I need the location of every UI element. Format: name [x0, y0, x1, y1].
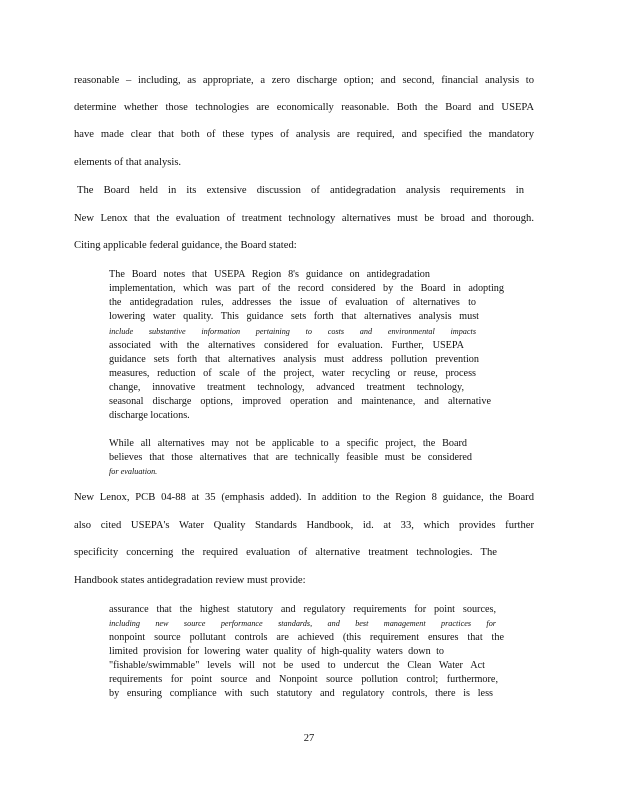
quote-text-line: nonpoint source pollutant controls are achieved (this requirement ensures that the: [109, 632, 504, 643]
body-text-line: also cited USEPA's Water Quality Standards Handbook, id. at 33, which provides further: [74, 520, 534, 531]
body-text-line: specificity concerning the required evaluation of alternative treatment technologies. The: [74, 547, 497, 558]
quote-text-line: limited provision for lowering water quality of high-quality waters down to: [109, 646, 444, 657]
body-text-line: determine whether those technologies are economically reasonable. Both the Board and USEPA: [74, 102, 534, 113]
quote-text-line: lowering water quality. This guidance sets forth that alternatives analysis must: [109, 311, 479, 322]
quote-text-line: While all alternatives may not be applicable to a specific project, the Board: [109, 438, 467, 449]
quote-text-line: assurance that the highest statutory and regulatory requirements for point sources,: [109, 604, 496, 615]
quote-text-line: requirements for point source and Nonpoint source pollution control; furthermore,: [109, 674, 498, 685]
page-number: 27: [303, 733, 315, 744]
quote-text-line: measures, reduction of scale of the project, water recycling or reuse, process: [109, 368, 476, 379]
quote-text-line: the antidegradation rules, addresses the issue of evaluation of alternatives to: [109, 297, 476, 308]
body-text-line: The Board held in its extensive discussion of antidegradation analysis requirements in: [77, 185, 524, 196]
body-text-line: elements of that analysis.: [74, 157, 182, 168]
quote-text-line: seasonal discharge options, improved operation and maintenance, and alternative: [109, 396, 491, 407]
quote-text-line: implementation, which was part of the record considered by the Board in adopting: [109, 283, 504, 294]
quote-text-line: believes that those alternatives that are technically feasible must be considered: [109, 452, 472, 463]
quote-text-line: include substantive information pertaining to costs and environmental impacts: [109, 327, 476, 336]
quote-text-line: The Board notes that USEPA Region 8's guidance on antidegradation: [109, 269, 430, 280]
body-text-line: Handbook states antidegradation review must provide:: [74, 575, 306, 586]
body-text-line: New Lenox, PCB 04-88 at 35 (emphasis added). In addition to the Region 8 guidance, the Board: [74, 492, 534, 503]
body-text-line: New Lenox that the evaluation of treatment technology alternatives must be broad and thorough.: [74, 213, 534, 224]
quote-text-line: discharge locations.: [109, 410, 190, 421]
quote-text-line: by ensuring compliance with such statutory and regulatory controls, there is less: [109, 688, 493, 699]
quote-text-line: associated with the alternatives considered for evaluation. Further, USEPA: [109, 340, 464, 351]
quote-text-line: for evaluation.: [109, 467, 158, 476]
quote-text-line: change, innovative treatment technology, advanced treatment technology,: [109, 382, 464, 393]
body-text-line: have made clear that both of these types of analysis are required, and specified the mandatory: [74, 129, 534, 140]
body-text-line: reasonable – including, as appropriate, a zero discharge option; and second, financial analysis to: [74, 75, 534, 86]
quote-text-line: "fishable/swimmable" levels will not be used to undercut the Clean Water Act: [109, 660, 485, 671]
body-text-line: Citing applicable federal guidance, the Board stated:: [74, 240, 297, 251]
quote-text-line: including new source performance standards, and best management practices for: [109, 619, 496, 628]
quote-text-line: guidance sets forth that alternatives analysis must address pollution prevention: [109, 354, 479, 365]
